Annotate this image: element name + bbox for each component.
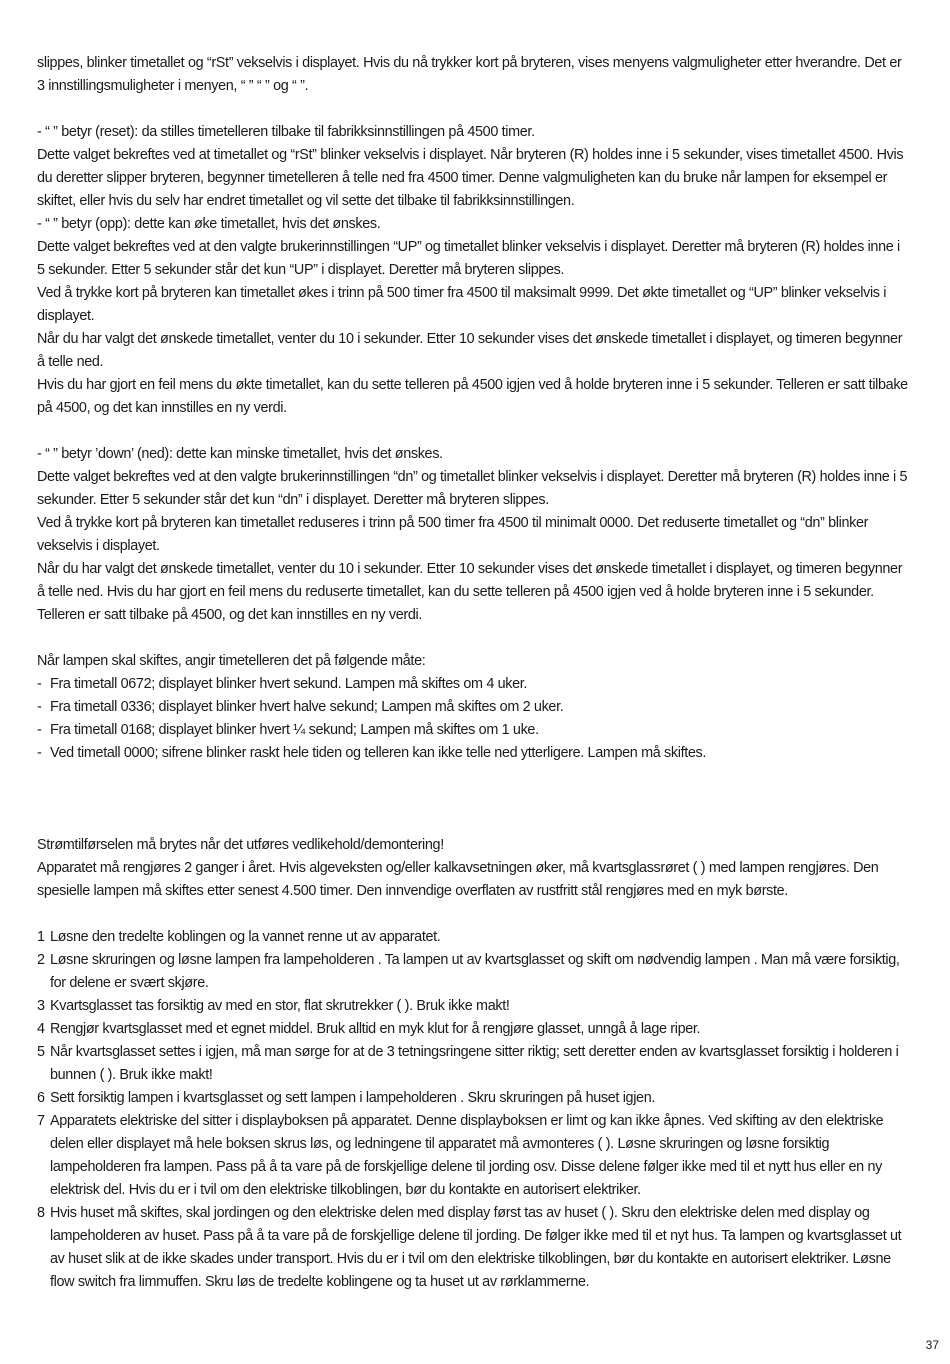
down-paragraph: Ved å trykke kort på bryteren kan timetallet reduseres i trinn på 500 timer fra 4500 til minimalt 0000. Det reduserte timetallet og “dn” blinker vekselvis i displayet.: [37, 515, 869, 554]
up-paragraph: Når du har valgt det ønskede timetallet, venter du 10 i sekunder. Etter 10 sekunder vises det ønskede timetallet i displayet, og timeren begynner å telle ned.: [37, 331, 903, 370]
warning-text: Strømtilførselen må brytes når det utføres vedlikehold/demontering!: [37, 837, 444, 853]
step-item: 6 Sett forsiktig lampen i kvartsglasset og sett lampen i lampeholderen . Skru skruringen på huset igjen.: [37, 1090, 656, 1106]
document-body: [37, 52, 909, 1294]
step-item: 7 Apparatets elektriske del sitter i displayboksen på apparatet. Denne displayboksen er limt og kan ikke åpnes. Ved skifting av den elektriske delen eller displayet må hele boksen skrus løs, og ledningene til apparatet må avmonteres ( ). Løsne skruringen og løsne forsiktig lampeholderen fra lampen. Pass på å ta vare på de forskjellige delene til jording osv. Disse delene følger ikke med til et nytt hus eller en ny elektrisk del. Hvis du er i tvil om den elektriske tilkoblingen, bør du kontakte en autorisert elektriker.: [37, 1113, 884, 1198]
down-heading: - “ ” betyr ’down’ (ned): dette kan minske timetallet, hvis det ønskes.: [37, 446, 443, 462]
up-heading: - “ ” betyr (opp): dette kan øke timetallet, hvis det ønskes.: [37, 216, 381, 232]
list-item: - Fra timetall 0336; displayet blinker hvert halve sekund; Lampen må skiftes om 2 uker.: [37, 699, 564, 715]
step-item: 1 Løsne den tredelte koblingen og la vannet renne ut av apparatet.: [37, 929, 441, 945]
intro-paragraph: slippes, blinker timetallet og “rSt” vekselvis i displayet. Hvis du nå trykker kort på bryteren, vises menyens valgmuligheter etter hverandre. Det er 3 innstillingsmuligheter i menyen, “ ” “ ” og “ ”.: [37, 55, 902, 94]
step-item: 8 Hvis huset må skiftes, skal jordingen og den elektriske delen med display først tas av huset ( ). Skru den elektriske delen med display og lampeholderen av huset. Pass på å ta vare på de forskjellige delene til jording. De følger ikke med til et nyt hus. Ta lampen og kvartsglasset ut av huset slik at de ikke skades under transport. Hvis du er i tvil om den elektriske tilkoblingen, bør du kontakte en autorisert elektriker. Løsne flow switch fra limmuffen. Skru løs de tredelte koblingene og ta huset ut av rørklammerne.: [37, 1205, 902, 1290]
list-item: - Fra timetall 0168; displayet blinker hvert ¼ sekund; Lampen må skiftes om 1 uke.: [37, 722, 539, 738]
lamp-intro: Når lampen skal skiftes, angir timetelleren det på følgende måte:: [37, 653, 426, 669]
down-paragraph: Når du har valgt det ønskede timetallet, venter du 10 i sekunder. Etter 10 sekunder vises det ønskede timetallet i displayet, og timeren begynner å telle ned. Hvis du har gjort en feil mens du reduserte timetallet, kan du sette telleren på 4500 igjen ved å holde bryteren inne i 5 sekunder. Telleren er satt tilbake på 4500, og det kan innstilles en ny verdi.: [37, 561, 903, 623]
up-paragraph: Dette valget bekreftes ved at den valgte brukerinnstillingen “UP” og timetallet blinker vekselvis i displayet. Deretter må bryteren (R) holdes inne i 5 sekunder. Etter 5 sekunder står det kun “UP” i displayet. Deretter må bryteren slippes.: [37, 239, 900, 278]
list-item: - Fra timetall 0672; displayet blinker hvert sekund. Lampen må skiftes om 4 uker.: [37, 676, 528, 692]
step-item: 5 Når kvartsglasset settes i igjen, må man sørge for at de 3 tetningsringene sitter riktig; sett deretter enden av kvartsglasset forsiktig i holderen i bunnen ( ). Bruk ikke makt!: [37, 1044, 899, 1083]
step-item: 4 Rengjør kvartsglasset med et egnet middel. Bruk alltid en myk klut for å rengjøre glasset, unngå å lage riper.: [37, 1021, 701, 1037]
up-paragraph: Ved å trykke kort på bryteren kan timetallet økes i trinn på 500 timer fra 4500 til maksimalt 9999. Det økte timetallet og “UP” blinker vekselvis i displayet.: [37, 285, 887, 324]
up-paragraph: Hvis du har gjort en feil mens du økte timetallet, kan du sette telleren på 4500 igjen ved å holde bryteren inne i 5 sekunder. Telleren er satt tilbake på 4500, og det kan innstilles en ny verdi.: [37, 377, 908, 416]
list-item: - Ved timetall 0000; sifrene blinker raskt hele tiden og telleren kan ikke telle ned ytterligere. Lampen må skiftes.: [37, 745, 707, 761]
step-item: 3 Kvartsglasset tas forsiktig av med en stor, flat skrutrekker ( ). Bruk ikke makt!: [37, 998, 510, 1014]
reset-paragraph: Dette valget bekreftes ved at timetallet og “rSt” blinker vekselvis i displayet. Når bryteren (R) holdes inne i 5 sekunder, vises timetallet 4500. Hvis du deretter slipper bryteren, begynner timetelleren å telle ned fra 4500 timer. Denne valgmuligheten kan du bruke når lampen for eksempel er skiftet, eller hvis du selv har endret timetallet og vil sette det tilbake til fabrikksinnstillingen.: [37, 147, 904, 209]
reset-heading: - “ ” betyr (reset): da stilles timetelleren tilbake til fabrikksinnstillingen på 4500 timer.: [37, 124, 535, 140]
step-item: 2 Løsne skruringen og løsne lampen fra lampeholderen . Ta lampen ut av kvartsglasset og skift om nødvendig lampen . Man må være forsiktig, for delene er svært skjøre.: [37, 952, 900, 991]
page-number: 37: [925, 1338, 939, 1352]
down-paragraph: Dette valget bekreftes ved at den valgte brukerinnstillingen “dn” og timetallet blinker vekselvis i displayet. Deretter må bryteren (R) holdes inne i 5 sekunder. Etter 5 sekunder står det kun “dn” i displayet. Deretter må bryteren slippes.: [37, 469, 908, 508]
maintenance-paragraph: Apparatet må rengjøres 2 ganger i året. Hvis algeveksten og/eller kalkavsetningen øker, må kvartsglassrøret ( ) med lampen rengjøres. Den spesielle lampen må skiftes etter senest 4.500 timer. Den innvendige overflaten av rustfritt stål rengjøres med en myk børste.: [37, 860, 879, 899]
